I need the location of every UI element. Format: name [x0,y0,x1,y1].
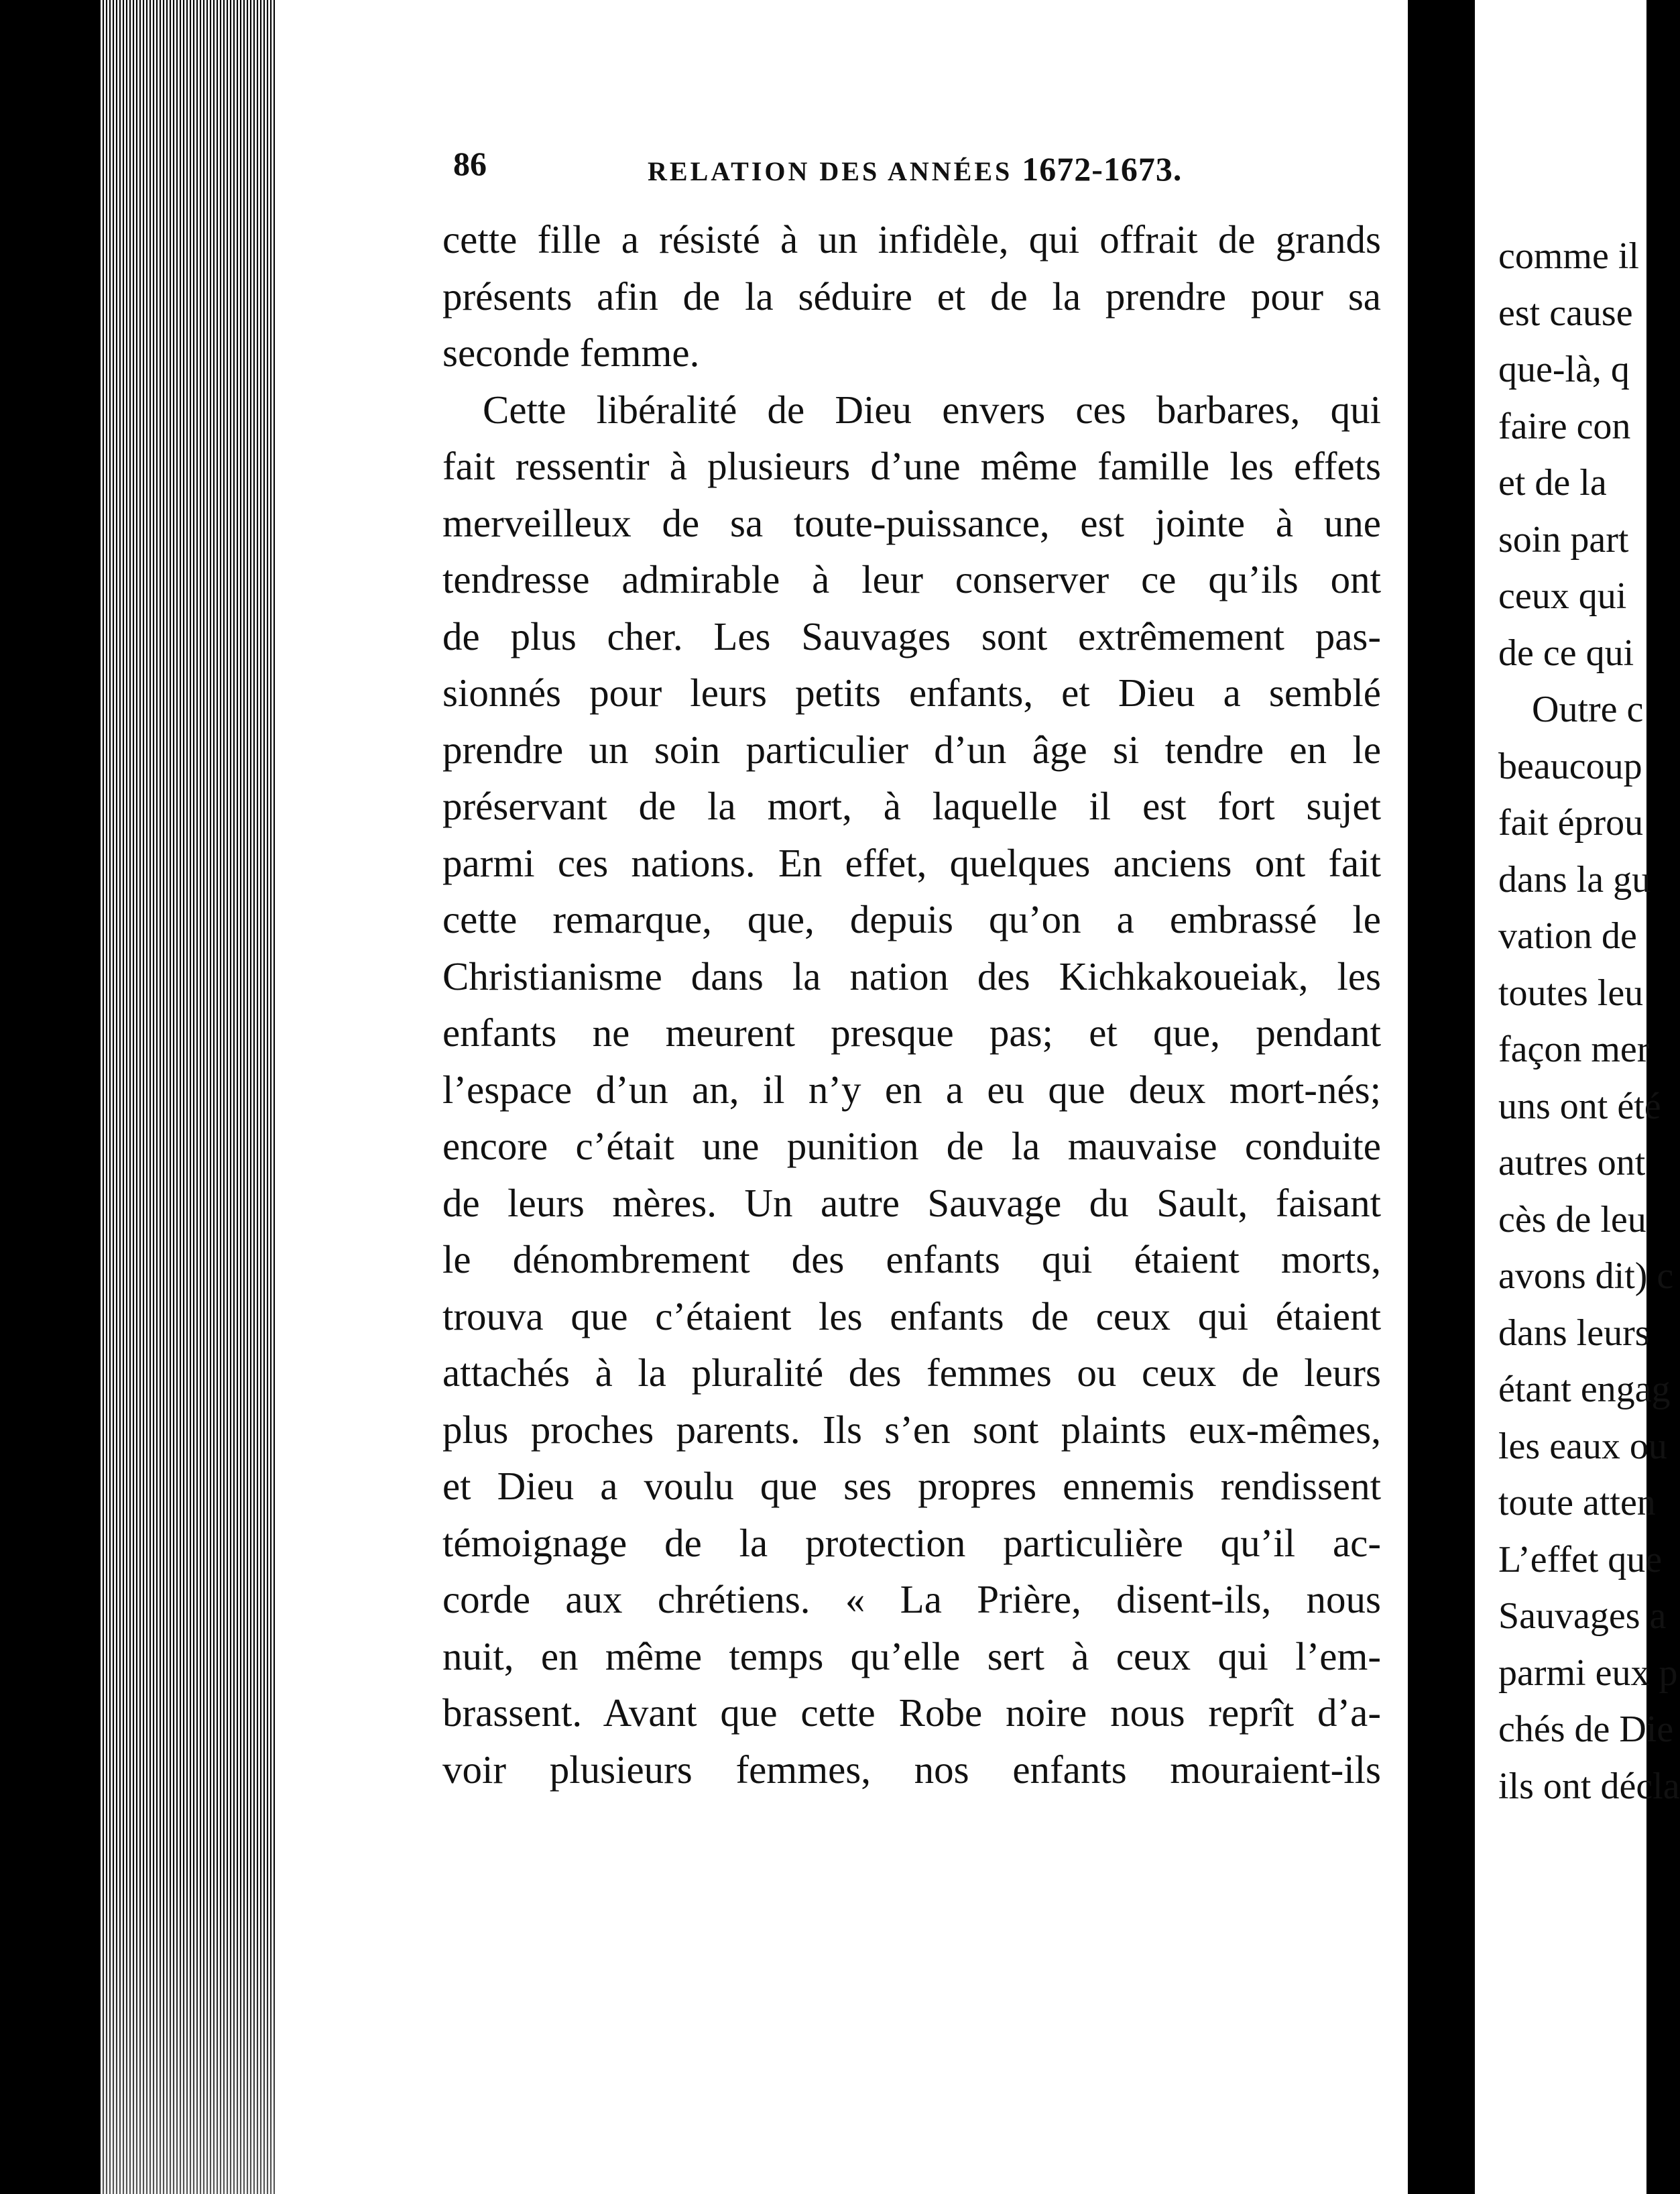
text-line: fait ressentir à plusieurs d’une même famille les effets [442,444,1381,488]
right-text-line: toutes leu [1498,972,1644,1014]
right-text-line: ceux qui [1498,575,1627,617]
right-text-line: dans la gu [1498,858,1651,901]
text-line: cette remarque, que, depuis qu’on a embrassé le [442,897,1381,941]
text-line: enfants ne meurent presque pas; et que, pendant [442,1011,1381,1055]
text-line: et Dieu a voulu que ses propres ennemis rendissent [442,1464,1381,1508]
right-text-line: Sauvages a [1498,1595,1667,1637]
running-title-years: 1672-1673. [1022,150,1183,188]
right-text-line: façon mer [1498,1029,1650,1070]
text-line: tendresse admirable à leur conserver ce qu’ils ont [442,557,1381,601]
right-text-line: chés de Die [1498,1709,1674,1750]
running-head [453,144,1211,188]
body-text [442,211,1381,1798]
text-line: encore c’était une punition de la mauvaise conduite [442,1124,1381,1168]
text-line: brassent. Avant que cette Robe noire nous reprît d’a- [442,1690,1381,1735]
right-text-line: uns ont été [1498,1085,1661,1127]
right-text-line: fait éprou [1498,802,1644,844]
text-line: Christianisme dans la nation des Kichkakoueiak, les [442,954,1381,998]
text-line: l’espace d’un an, il n’y en a eu que deux mort-nés; [442,1067,1381,1112]
text-line: de leurs mères. Un autre Sauvage du Sault, faisant [442,1180,1381,1225]
right-text-line: beaucoup [1498,745,1642,787]
text-line: le dénombrement des enfants qui étaient morts, [442,1237,1381,1281]
text-line: de plus cher. Les Sauvages sont extrêmement pas- [442,614,1381,658]
running-title [648,150,1182,188]
text-line: préservant de la mort, à laquelle il est fort sujet [442,784,1381,828]
right-text-line: de ce qui [1498,632,1634,674]
text-line: attachés à la pluralité des femmes ou ceux de leurs [442,1350,1381,1395]
right-text-line: autres ont [1498,1142,1646,1183]
running-title-text: RELATION DES ANNÉES [648,156,1013,186]
text-line: prendre un soin particulier d’un âge si tendre en le [442,727,1381,772]
page-edge-stack [101,0,282,2194]
right-text-line: soin part [1498,518,1629,561]
right-text-line: toute atten [1498,1482,1656,1523]
right-text-line: parmi eux p [1498,1652,1678,1694]
text-line: témoignage de la protection particulière qu’il ac- [442,1520,1381,1565]
text-line: seconde femme. [442,331,700,375]
right-text-line: les eaux ou [1498,1425,1667,1467]
right-text-line: faire con [1498,405,1631,447]
book-gutter [1408,0,1475,2194]
text-line: trouva que c’étaient les enfants de ceux qui étaient [442,1293,1381,1338]
right-text-line: L’effet que [1498,1538,1663,1580]
text-line: merveilleux de sa toute-puissance, est jointe à une [442,500,1381,545]
text-line: Cette libéralité de Dieu envers ces barbares, qui [483,387,1381,432]
page-number: 86 [453,145,487,182]
right-text-line: Outre c [1532,689,1644,730]
right-text-line: dans leurs [1498,1312,1650,1354]
right-text-line: que-là, q [1498,349,1630,390]
right-page-text [1498,228,1680,1814]
text-line: sionnés pour leurs petits enfants, et Dieu a semblé [442,671,1381,715]
right-text-line: vation de [1498,915,1637,957]
right-text-line: et de la [1498,462,1607,504]
right-text-line: comme il [1498,235,1639,277]
text-line: voir plusieurs femmes, nos enfants mouraient-ils [442,1747,1381,1792]
text-line: corde aux chrétiens. « La Prière, disent-ils, nous [442,1577,1381,1621]
text-line: présents afin de la séduire et de la prendre pour sa [442,274,1381,319]
right-text-line: ils ont décla [1498,1765,1680,1807]
text-line: cette fille a résisté à un infidèle, qui offrait de grands [442,217,1381,262]
text-line: nuit, en même temps qu’elle sert à ceux qui l’em- [442,1633,1381,1678]
text-line: plus proches parents. Ils s’en sont plaints eux-mêmes, [442,1407,1381,1452]
text-line: parmi ces nations. En effet, quelques anciens ont fait [442,840,1381,885]
right-text-line: est cause [1498,292,1633,334]
right-text-line: étant engag [1498,1369,1671,1410]
right-text-line: avons dit) c [1498,1255,1674,1297]
right-text-line: cès de leu [1498,1198,1646,1240]
